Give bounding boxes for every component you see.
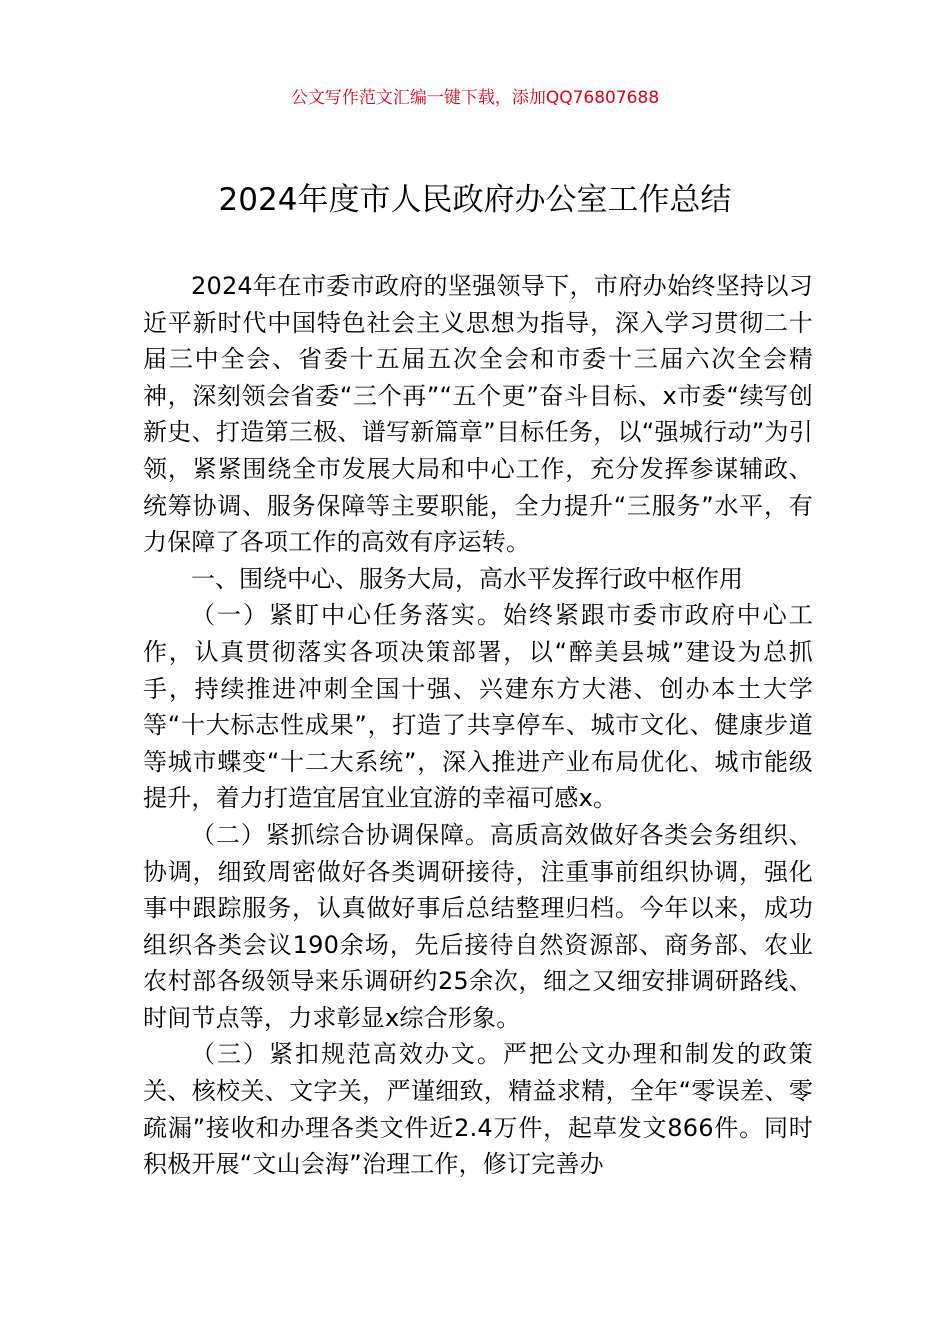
subsection-paragraph-1: （一）紧盯中心任务落实。始终紧跟市委市政府中心工作，认真贯彻落实各项决策部署，以“醉美县城”建设为总抓手，持续推进冲刺全国十强、兴建东方大港、创办本土大学等“十大标志性成果”，打造了共享停车、城市文化、健康步道等城市蝶变“十二大系统”，深入推进产业布局优化、城市能级提升，着力打造宜居宜业宜游的幸福可感x。	[143, 601, 813, 813]
subsection-paragraph-2: （二）紧抓综合协调保障。高质高效做好各类会务组织、协调，细致周密做好各类调研接待，注重事前组织协调，强化事中跟踪服务，认真做好事后总结整理归档。今年以来，成功组织各类会议190余场，先后接待自然资源部、商务部、农业农村部各级领导来乐调研约25余次，细之又细安排调研路线、时间节点等，力求彰显x综合形象。	[143, 820, 813, 1032]
section-heading-1: 一、围绕中心、服务大局，高水平发挥行政中枢作用	[191, 564, 743, 593]
intro-paragraph: 2024年在市委市政府的坚强领导下，市府办始终坚持以习近平新时代中国特色社会主义思想为指导，深入学习贯彻二十届三中全会、省委十五届五次全会和市委十三届六次全会精神，深刻领会省委“三个再”“五个更”奋斗目标、x市委“续写创新史、打造第三极、谱写新篇章”目标任务，以“强城行动”为引领，紧紧围绕全市发展大局和中心工作，充分发挥参谋辅政、统筹协调、服务保障等主要职能，全力提升“三服务”水平，有力保障了各项工作的高效有序运转。	[143, 272, 813, 557]
subsection-paragraph-3: （三）紧扣规范高效办文。严把公文办理和制发的政策关、核校关、文字关，严谨细致，精益求精，全年“零误差、零疏漏”接收和办理各类文件近2.4万件，起草发文866件。同时积极开展“文山会海”治理工作，修订完善办	[143, 1040, 813, 1179]
download-banner: 公文写作范文汇编一键下载，添加QQ76807688	[290, 88, 660, 108]
document-title: 2024年度市人民政府办公室工作总结	[218, 182, 732, 218]
document-body	[143, 268, 813, 1183]
